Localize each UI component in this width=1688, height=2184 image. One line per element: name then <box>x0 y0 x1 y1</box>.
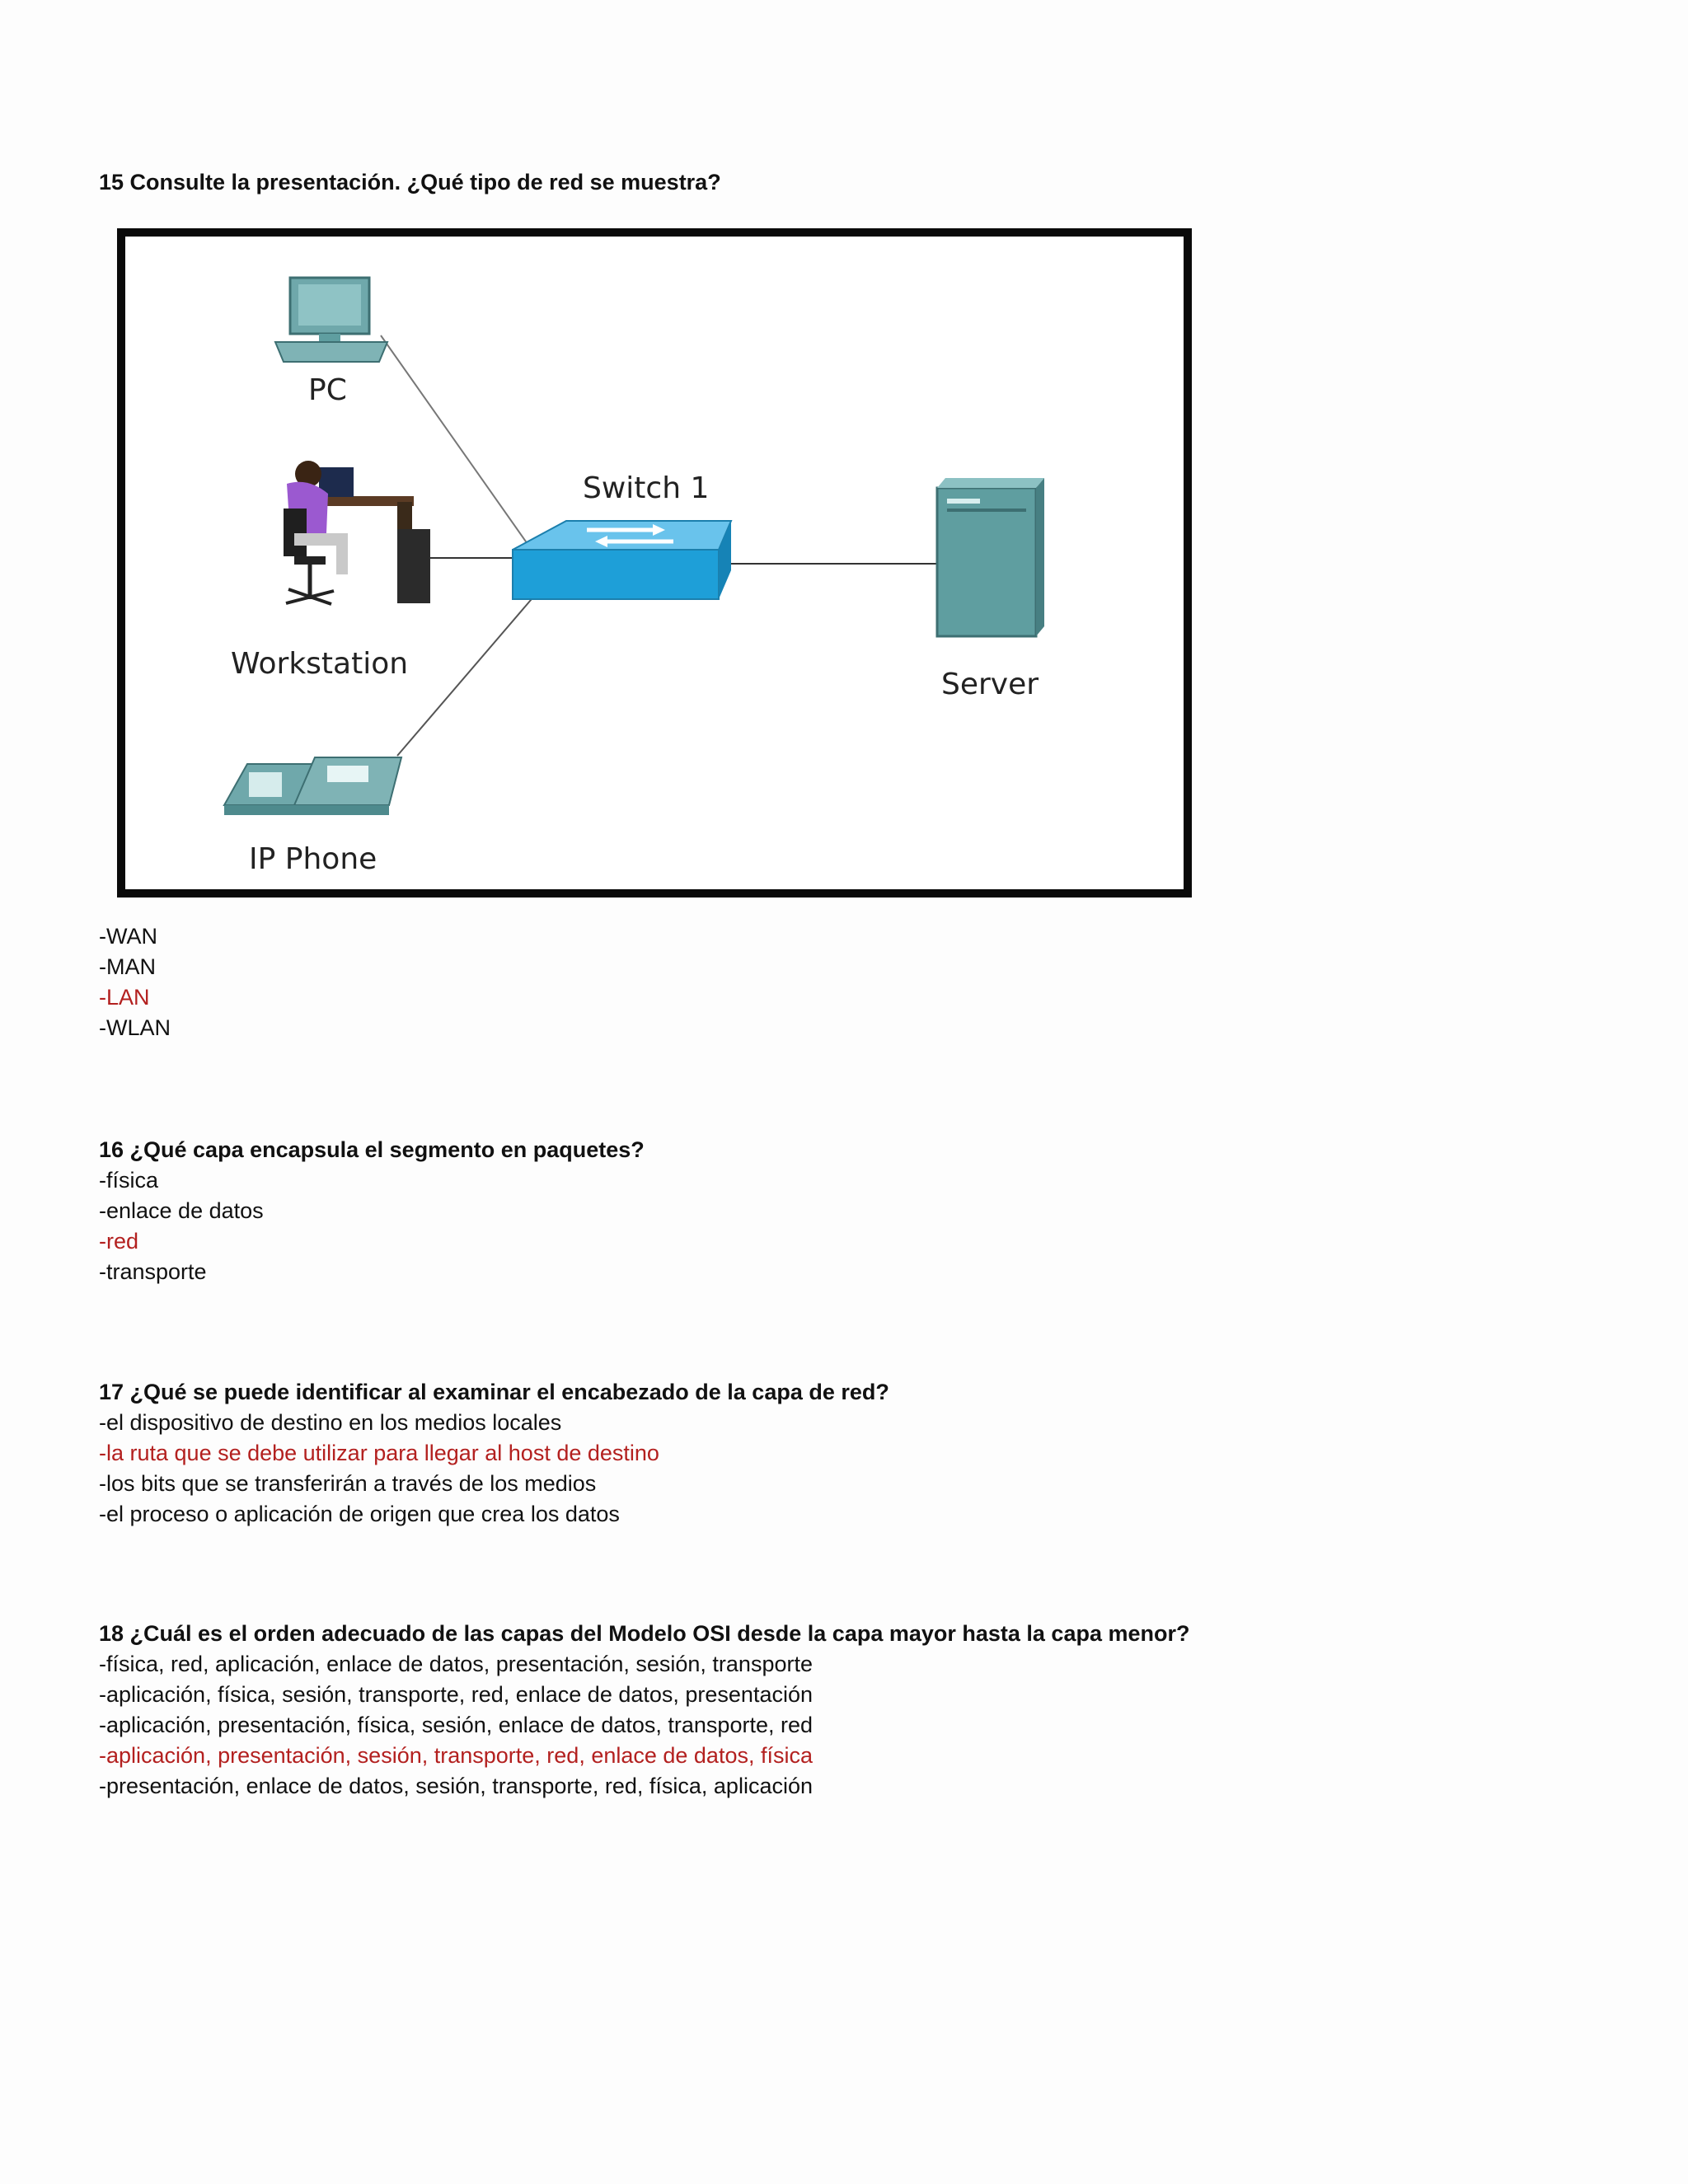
switch-icon <box>513 521 731 599</box>
question-16 <box>99 1135 645 1287</box>
question-title: 16 ¿Qué capa encapsula el segmento en paquetes? <box>99 1137 645 1162</box>
server-icon <box>937 478 1044 636</box>
option-correct: -aplicación, presentación, sesión, transporte, red, enlace de datos, física <box>99 1743 813 1768</box>
option-correct: -LAN <box>99 985 150 1010</box>
option: -el dispositivo de destino en los medios locales <box>99 1410 562 1435</box>
option: -física <box>99 1168 159 1193</box>
question-title: 18 ¿Cuál es el orden adecuado de las capas del Modelo OSI desde la capa mayor hasta la capa menor? <box>99 1621 1190 1646</box>
ip-phone-icon <box>224 757 401 815</box>
option: -física, red, aplicación, enlace de datos, presentación, sesión, transporte <box>99 1652 813 1676</box>
workstation-icon <box>284 461 430 604</box>
server-label: Server <box>941 668 1039 701</box>
link-phone-switch <box>397 583 546 756</box>
switch-label: Switch 1 <box>583 471 710 505</box>
option: -presentación, enlace de datos, sesión, transporte, red, física, aplicación <box>99 1774 813 1798</box>
ip-phone-label: IP Phone <box>249 842 377 876</box>
option: -los bits que se transferirán a través de los medios <box>99 1471 597 1496</box>
question-title: 17 ¿Qué se puede identificar al examinar el encabezado de la capa de red? <box>99 1380 889 1404</box>
option-correct: -la ruta que se debe utilizar para llegar al host de destino <box>99 1441 659 1465</box>
pc-icon <box>275 278 387 362</box>
question-17 <box>99 1377 889 1530</box>
network-diagram <box>117 228 1192 898</box>
option: -WAN <box>99 924 157 949</box>
pc-label: PC <box>308 373 347 407</box>
question-18 <box>99 1619 1190 1802</box>
option: -el proceso o aplicación de origen que crea los datos <box>99 1502 620 1526</box>
workstation-label: Workstation <box>231 647 409 681</box>
option: -aplicación, física, sesión, transporte, red, enlace de datos, presentación <box>99 1682 813 1707</box>
question-15-options <box>99 921 171 1043</box>
question-title: 15 Consulte la presentación. ¿Qué tipo de red se muestra? <box>99 170 721 194</box>
question-15 <box>99 167 721 198</box>
option: -WLAN <box>99 1015 171 1040</box>
option: -transporte <box>99 1259 207 1284</box>
option: -MAN <box>99 954 156 979</box>
option: -aplicación, presentación, física, sesión, enlace de datos, transporte, red <box>99 1713 813 1737</box>
option: -enlace de datos <box>99 1198 264 1223</box>
option-correct: -red <box>99 1229 139 1254</box>
